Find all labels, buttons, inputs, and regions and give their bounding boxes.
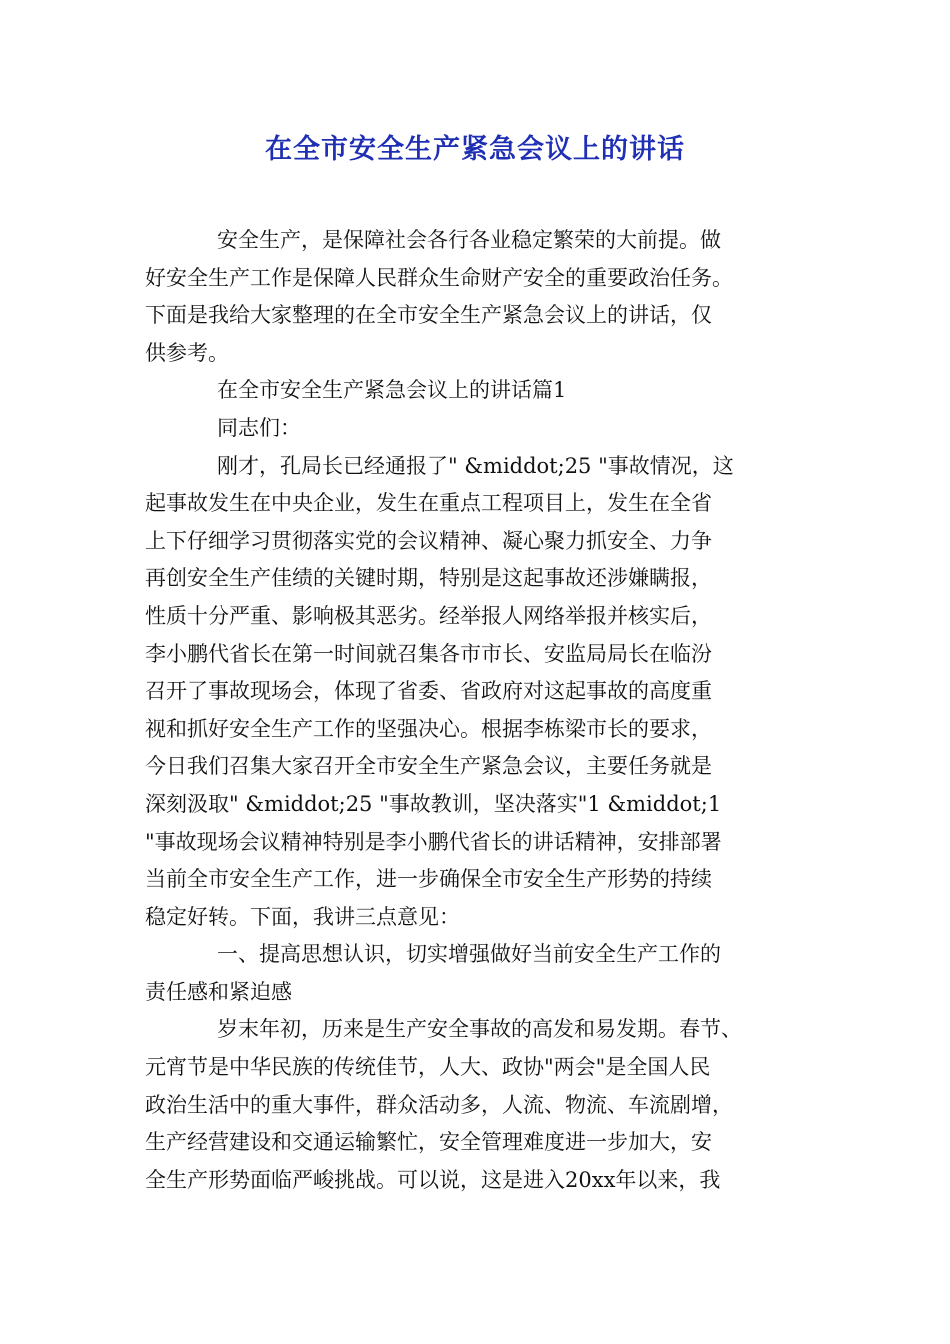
paragraph-line: 李小鹏代省长在第一时间就召集各市市长、安监局局长在临汾 — [145, 641, 712, 666]
paragraph-line: 好安全生产工作是保障人民群众生命财产安全的重要政治任务。 — [145, 265, 733, 290]
paragraph-line: 起事故发生在中央企业，发生在重点工程项目上，发生在全省 — [145, 491, 712, 516]
paragraph-line: 深刻汲取" &middot;25 "事故教训，坚决落实"1 &middot;1 — [145, 791, 722, 816]
paragraph-line: 上下仔细学习贯彻落实党的会议精神、凝心聚力抓安全、力争 — [145, 528, 712, 553]
page-title: 在全市安全生产紧急会议上的讲话 — [265, 134, 685, 165]
paragraph-line: 当前全市安全生产工作，进一步确保全市安全生产形势的持续 — [145, 867, 712, 892]
salutation: 同志们： — [217, 415, 301, 440]
paragraph-line: 再创安全生产佳绩的关键时期，特别是这起事故还涉嫌瞒报， — [145, 566, 712, 591]
paragraph-line: 生产经营建设和交通运输繁忙，安全管理难度进一步加大，安 — [145, 1130, 712, 1155]
paragraph-line: 召开了事故现场会，体现了省委、省政府对这起事故的高度重 — [145, 679, 712, 704]
paragraph-line: 性质十分严重、影响极其恶劣。经举报人网络举报并核实后， — [145, 603, 712, 628]
paragraph-line: 岁末年初，历来是生产安全事故的高发和易发期。春节、 — [217, 1017, 742, 1042]
paragraph-line: 视和抓好安全生产工作的坚强决心。根据李栋梁市长的要求， — [145, 716, 712, 741]
paragraph-line: 安全生产，是保障社会各行各业稳定繁荣的大前提。做 — [217, 228, 721, 252]
paragraph-line: 元宵节是中华民族的传统佳节，人大、政协"两会"是全国人民 — [145, 1055, 711, 1080]
paragraph-line: 政治生活中的重大事件，群众活动多，人流、物流、车流剧增， — [145, 1092, 733, 1117]
section-heading: 在全市安全生产紧急会议上的讲话篇1 — [217, 378, 567, 403]
paragraph-line: 稳定好转。下面，我讲三点意见： — [145, 904, 460, 929]
section-heading: 一、提高思想认识，切实增强做好当前安全生产工作的 — [217, 942, 721, 967]
document-body — [145, 222, 805, 1199]
paragraph-line: "事故现场会议精神特别是李小鹏代省长的讲话精神，安排部署 — [145, 829, 722, 854]
paragraph-line: 全生产形势面临严峻挑战。可以说，这是进入20xx年以来，我 — [145, 1167, 721, 1192]
paragraph-line: 下面是我给大家整理的在全市安全生产紧急会议上的讲话，仅 — [145, 303, 712, 328]
paragraph-line: 供参考。 — [145, 340, 229, 365]
section-heading-continued: 责任感和紧迫感 — [145, 979, 292, 1004]
paragraph-line: 今日我们召集大家召开全市安全生产紧急会议，主要任务就是 — [145, 754, 712, 779]
paragraph-line: 刚才，孔局长已经通报了" &middot;25 "事故情况，这 — [217, 453, 734, 478]
